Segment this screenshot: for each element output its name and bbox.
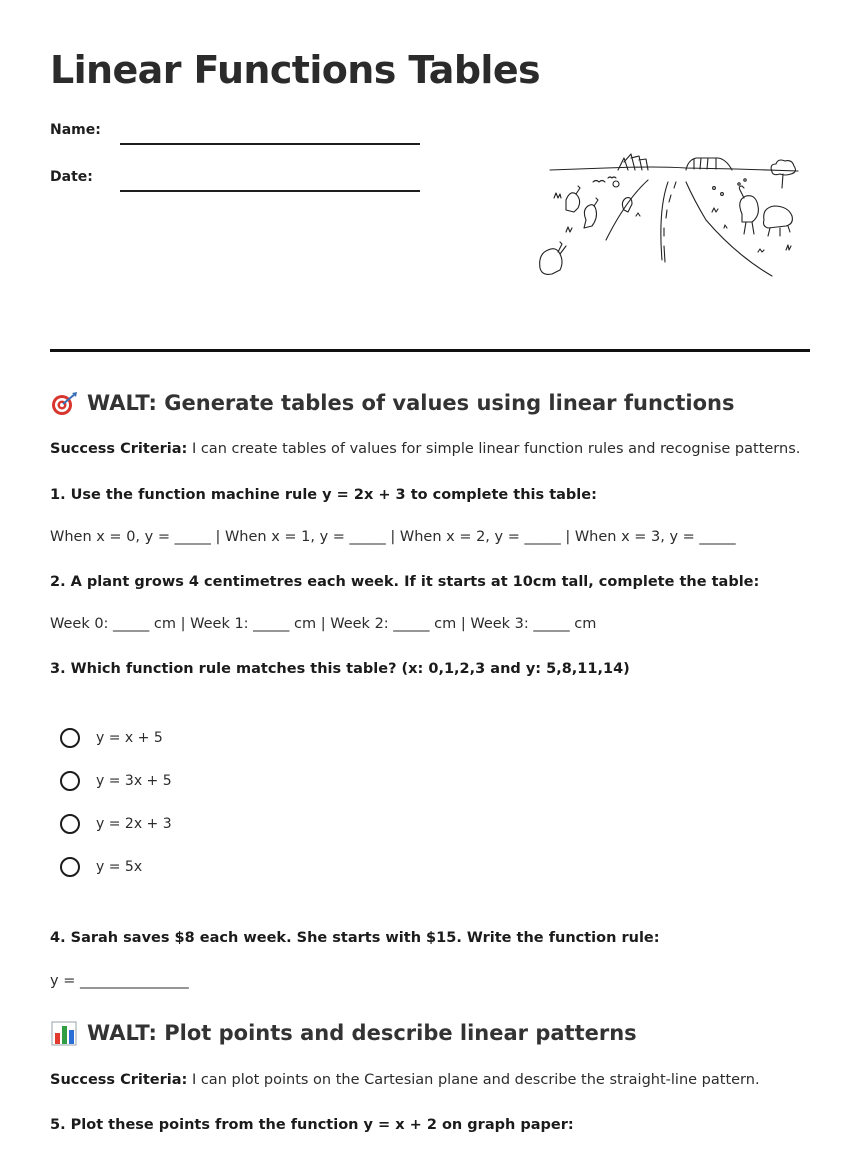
success-criteria-2-label: Success Criteria: xyxy=(50,1072,188,1088)
question-4: 4. Sarah saves $8 each week. She starts with $15. Write the function rule: xyxy=(50,930,660,946)
question-4-answer[interactable]: y = _______________ xyxy=(50,973,189,989)
section-divider xyxy=(50,349,810,352)
target-icon xyxy=(50,390,80,416)
radio-button[interactable] xyxy=(60,857,80,877)
date-line[interactable] xyxy=(120,190,420,192)
bar-chart-icon xyxy=(50,1020,80,1046)
option-label: y = 5x xyxy=(96,859,143,875)
radio-button[interactable] xyxy=(60,771,80,791)
success-criteria-1-label: Success Criteria: xyxy=(50,441,188,457)
question-1: 1. Use the function machine rule y = 2x + 3 to complete this table: xyxy=(50,487,597,503)
walt-heading-1 xyxy=(50,390,734,416)
question-5: 5. Plot these points from the function y = x + 2 on graph paper: xyxy=(50,1117,574,1133)
question-3-option[interactable] xyxy=(60,728,163,748)
page-title: Linear Functions Tables xyxy=(50,48,541,92)
success-criteria-2-text: I can plot points on the Cartesian plane and describe the straight-line pattern. xyxy=(187,1072,760,1088)
question-2: 2. A plant grows 4 centimetres each week. If it starts at 10cm tall, complete the table: xyxy=(50,574,760,590)
walt-heading-1-text: WALT: Generate tables of values using linear functions xyxy=(87,391,735,415)
walt-heading-2-text: WALT: Plot points and describe linear patterns xyxy=(87,1021,637,1045)
option-label: y = x + 5 xyxy=(96,730,163,746)
option-label: y = 2x + 3 xyxy=(96,816,172,832)
date-label: Date: xyxy=(50,169,93,185)
name-label: Name: xyxy=(50,122,101,138)
question-3-option[interactable] xyxy=(60,771,172,791)
question-3-option[interactable] xyxy=(60,857,142,877)
success-criteria-2 xyxy=(50,1072,760,1088)
option-label: y = 3x + 5 xyxy=(96,773,172,789)
walt-heading-2 xyxy=(50,1020,637,1046)
radio-button[interactable] xyxy=(60,814,80,834)
name-line[interactable] xyxy=(120,143,420,145)
question-3: 3. Which function rule matches this table? (x: 0,1,2,3 and y: 5,8,11,14) xyxy=(50,661,630,677)
outback-road-landscape-icon xyxy=(536,150,802,280)
success-criteria-1 xyxy=(50,441,800,457)
question-2-answer[interactable]: Week 0: _____ cm | Week 1: _____ cm | Week 2: _____ cm | Week 3: _____ cm xyxy=(50,616,597,632)
success-criteria-1-text: I can create tables of values for simple linear function rules and recognise patterns. xyxy=(187,441,801,457)
question-3-option[interactable] xyxy=(60,814,172,834)
question-1-answer[interactable]: When x = 0, y = _____ | When x = 1, y = _____ | When x = 2, y = _____ | When x = 3, y = _____ xyxy=(50,529,736,545)
radio-button[interactable] xyxy=(60,728,80,748)
